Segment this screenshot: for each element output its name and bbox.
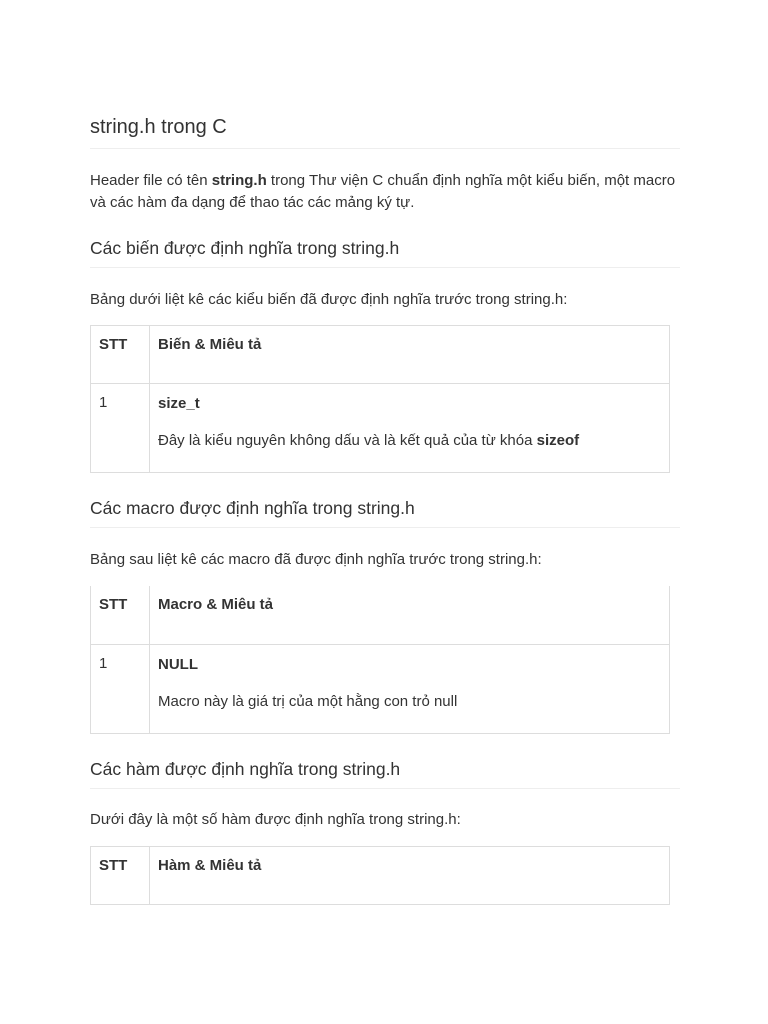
title-divider bbox=[90, 148, 680, 149]
macros-table bbox=[90, 586, 670, 734]
macros-lead: Bảng sau liệt kê các macro đã được định nghĩa trước trong string.h: bbox=[90, 551, 542, 568]
variables-lead: Bảng dưới liệt kê các kiểu biến đã được định nghĩa trước trong string.h: bbox=[90, 291, 568, 308]
table-header-desc: Macro & Miêu tả bbox=[150, 586, 670, 644]
variables-heading: Các biến được định nghĩa trong string.h bbox=[90, 238, 400, 258]
page-title: string.h trong C bbox=[90, 116, 227, 138]
intro-bold-header: string.h bbox=[211, 172, 267, 189]
sizeof-keyword: sizeof bbox=[536, 432, 580, 449]
variables-table bbox=[90, 325, 670, 473]
item-description: Macro này là giá trị của một hằng con trỏ null bbox=[158, 692, 458, 710]
table-row bbox=[91, 384, 670, 473]
table-header-stt: STT bbox=[91, 586, 150, 644]
functions-divider bbox=[90, 788, 680, 789]
item-name: size_t bbox=[158, 395, 200, 412]
table-row bbox=[91, 644, 670, 733]
table-header-row bbox=[91, 586, 670, 644]
item-description: Đây là kiểu nguyên không dấu và là kết quả của từ khóa sizeof bbox=[158, 432, 580, 449]
table-cell-number: 1 bbox=[91, 384, 150, 473]
macros-divider bbox=[90, 527, 680, 528]
table-cell-description bbox=[150, 644, 670, 733]
variables-divider bbox=[90, 267, 680, 268]
table-cell-number: 1 bbox=[91, 644, 150, 733]
intro-text-before: Header file có tên bbox=[90, 172, 212, 189]
macros-heading: Các macro được định nghĩa trong string.h bbox=[90, 498, 415, 518]
table-header-stt: STT bbox=[91, 326, 150, 384]
table-cell-description bbox=[150, 384, 670, 473]
table-header-desc: Hàm & Miêu tả bbox=[150, 847, 670, 905]
functions-lead: Dưới đây là một số hàm được định nghĩa trong string.h: bbox=[90, 811, 461, 828]
functions-heading: Các hàm được định nghĩa trong string.h bbox=[90, 759, 401, 779]
functions-table bbox=[90, 846, 670, 905]
table-header-stt: STT bbox=[91, 847, 150, 905]
table-header-desc: Biến & Miêu tả bbox=[150, 326, 670, 384]
intro-text-after: trong Thư viện C chuẩn định nghĩa một kiểu biến, một macro và các hàm đa dạng để thao tác các mảng ký tự. bbox=[90, 172, 676, 211]
table-header-row bbox=[91, 326, 670, 384]
table-header-row bbox=[91, 847, 670, 905]
intro-paragraph bbox=[90, 170, 680, 214]
item-name: NULL bbox=[158, 655, 198, 673]
